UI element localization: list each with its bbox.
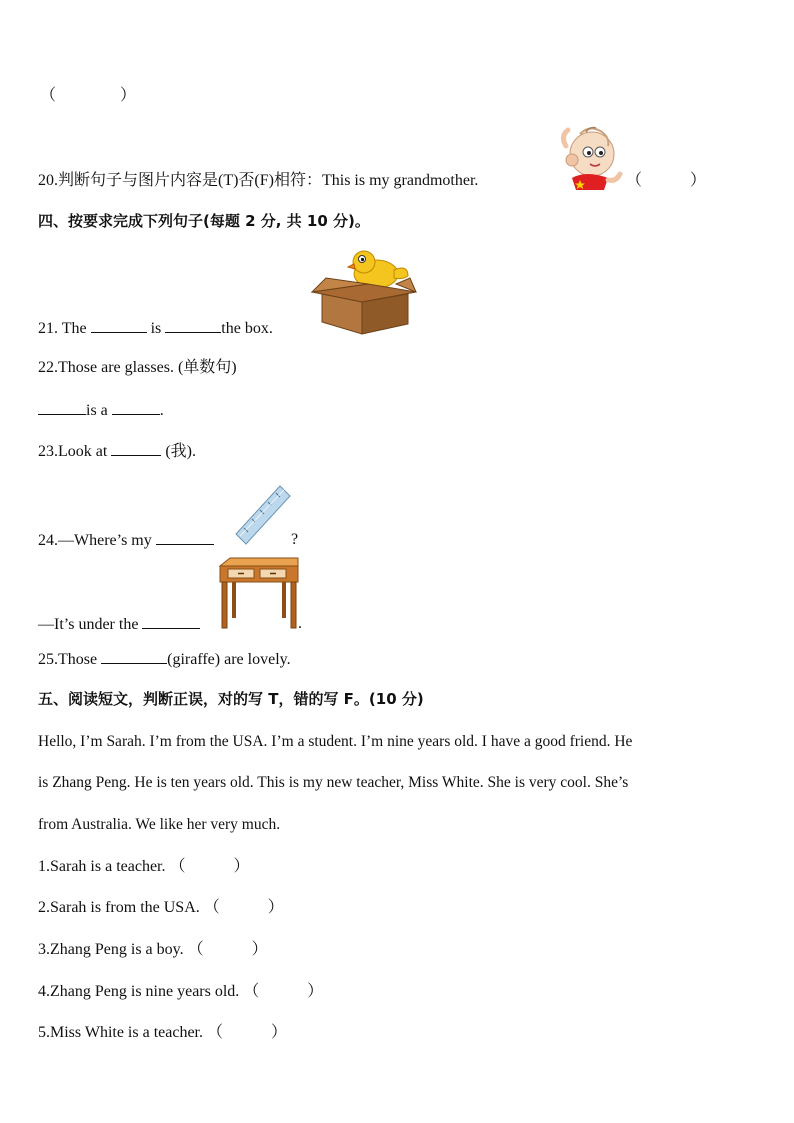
q22-blank-1[interactable]: [38, 400, 86, 415]
tf-item-3-paren[interactable]: （ ）: [187, 941, 268, 958]
tf-item-3: [38, 940, 268, 960]
q22-prompt: 22.Those are glasses. (单数句): [38, 359, 237, 376]
tf-item-4-paren[interactable]: （ ）: [243, 983, 324, 1000]
q24-part-b: —It’s under the: [38, 616, 139, 633]
q19-answer-paren: （ ）: [40, 87, 137, 104]
q21-part-b: is: [150, 320, 162, 337]
q25-line: [38, 649, 291, 670]
q24-answer-line: [38, 614, 200, 635]
q21-blank-2[interactable]: [165, 318, 221, 333]
section5-heading: 五、阅读短文，判断正误，对的写 T，错的写 F。(10 分): [38, 690, 424, 708]
ruler-image: [232, 482, 294, 550]
duck-in-box-image: [306, 248, 422, 336]
tf-item-5: [38, 1023, 287, 1043]
tf-item-4: [38, 982, 323, 1002]
q24-blank-1[interactable]: [156, 530, 214, 545]
q20-text: 20.判断句子与图片内容是(T)否(F)相符：This is my grandmother.: [38, 172, 479, 189]
section4-heading: 四、按要求完成下列句子(每题 2 分, 共 10 分)。: [38, 212, 370, 230]
q21-part-c: the box.: [221, 320, 273, 337]
tf-item-3-text: 3.Zhang Peng is a boy.: [38, 941, 184, 958]
tf-item-5-paren[interactable]: （ ）: [207, 1024, 288, 1041]
tf-item-5-text: 5.Miss White is a teacher.: [38, 1024, 203, 1041]
tf-item-2-text: 2.Sarah is from the USA.: [38, 899, 200, 916]
q24-question-line: [38, 530, 214, 551]
q23-part-b: (我).: [165, 443, 196, 460]
q20-answer-paren: （ ）: [626, 172, 707, 189]
q25-part-a: 25.Those: [38, 651, 98, 668]
q22-part-a: is a: [86, 402, 108, 419]
passage-line-2: is Zhang Peng. He is ten years old. This is my new teacher, Miss White. She is very cool. She’s: [38, 774, 629, 791]
q22-blank-2[interactable]: [112, 400, 160, 415]
tf-item-1-text: 1.Sarah is a teacher.: [38, 858, 166, 875]
tf-item-2-paren[interactable]: （ ）: [203, 899, 284, 916]
q23-line: [38, 441, 196, 462]
tf-item-1: [38, 857, 250, 877]
q22-answer-line: [38, 400, 164, 421]
passage-line-3: from Australia. We like her very much.: [38, 816, 281, 833]
tf-item-4-text: 4.Zhang Peng is nine years old.: [38, 983, 240, 1000]
desk-image: [218, 556, 300, 630]
q25-blank[interactable]: [101, 649, 167, 664]
q24-end-period: .: [298, 615, 302, 632]
q22-end: .: [159, 402, 164, 419]
q21-part-a: 21. The: [38, 320, 87, 337]
q23-blank[interactable]: [111, 441, 161, 456]
child-cartoon-image: [556, 122, 624, 192]
q21-blank-1[interactable]: [91, 318, 147, 333]
q24-question-mark: ?: [291, 531, 299, 548]
passage-line-1: Hello, I’m Sarah. I’m from the USA. I’m a student. I’m nine years old. I have a good friend. He: [38, 733, 633, 750]
q24-blank-2[interactable]: [142, 614, 200, 629]
q25-part-b: (giraffe) are lovely.: [167, 651, 291, 668]
tf-item-2: [38, 898, 284, 918]
q24-part-a: 24.—Where’s my: [38, 532, 152, 549]
tf-item-1-paren[interactable]: （ ）: [169, 858, 250, 875]
q23-part-a: 23.Look at: [38, 443, 108, 460]
q21-line: [38, 318, 273, 339]
